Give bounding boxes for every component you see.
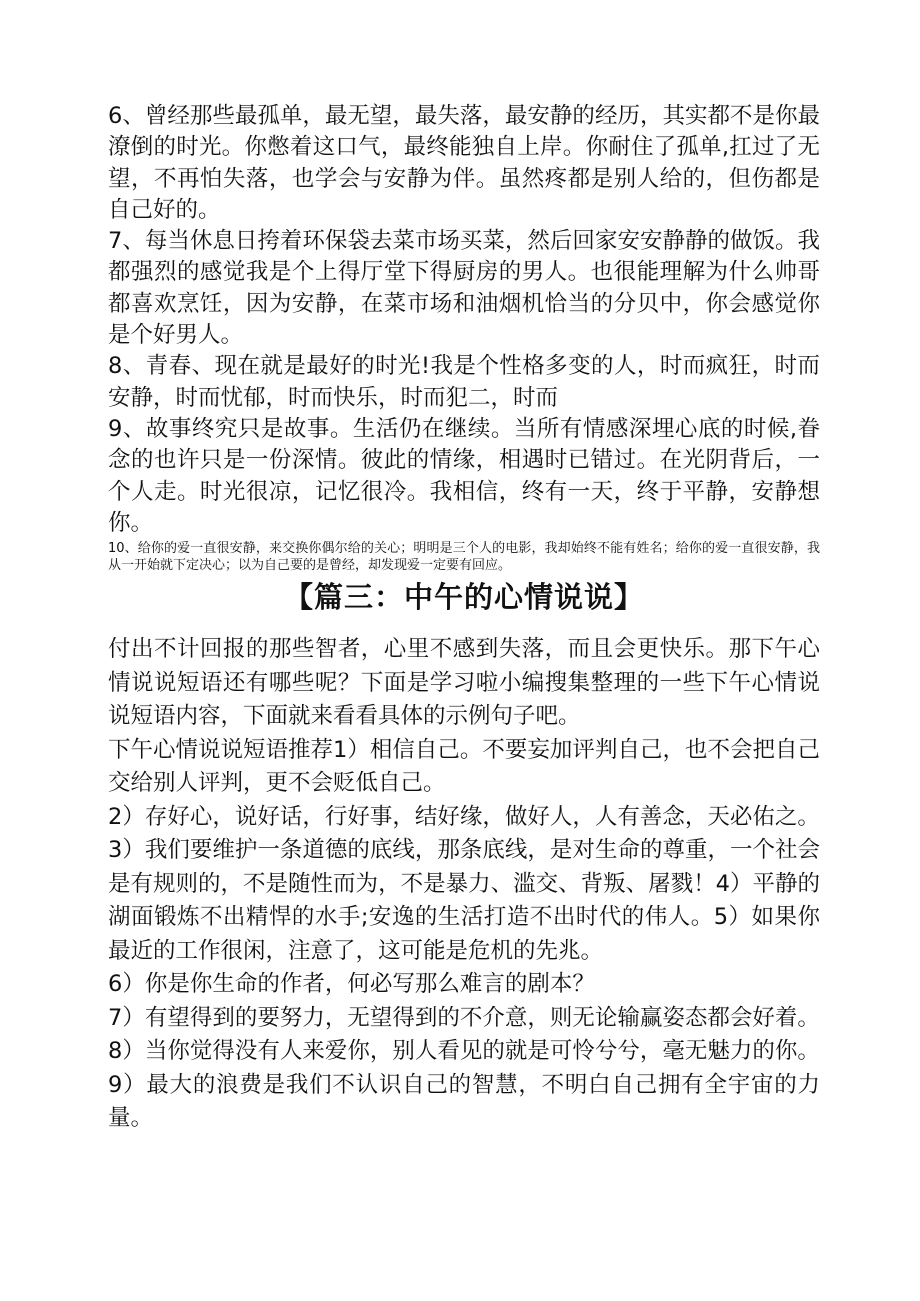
- quote-item-9: 9、故事终究只是故事。生活仍在继续。当所有情感深埋心底的时候,眷念的也许只是一份深情。彼此的情缘，相遇时已错过。在光阴背后，一个人走。时光很凉，记忆很冷。我相信，终有一天，终于平静，安静想你。: [108, 415, 820, 536]
- quote-item-6: 6、曾经那些最孤单，最无望，最失落，最安静的经历，其实都不是你最潦倒的时光。你憋着这口气，最终能独自上岸。你耐住了孤单,扛过了无望，不再怕失落，也学会与安静为伴。虽然疼都是别人给的，但伤都是自己好的。: [108, 103, 820, 223]
- quote-item-7b: 7）有望得到的要努力，无望得到的不介意，则无论输赢姿态都会好着。: [108, 1004, 820, 1031]
- intro-paragraph: 付出不计回报的那些智者，心里不感到失落，而且会更快乐。那下午心情说说短语还有哪些呢？下面是学习啦小编搜集整理的一些下午心情说说短语内容，下面就来看看具体的示例句子吧。: [108, 636, 820, 730]
- quote-list-part1: [108, 101, 820, 574]
- quote-list-part2: [108, 633, 820, 1136]
- document-page: [108, 101, 820, 1136]
- quote-item-8b: 8）当你觉得没有人来爱你，别人看见的就是可怜兮兮，毫无魅力的你。: [108, 1038, 820, 1065]
- section-title: 【篇三：中午的心情说说】: [283, 580, 644, 615]
- quote-item-1: 下午心情说说短语推荐1）相信自己。不要妄加评判自己，也不会把自己交给别人评判，更不会贬低自己。: [108, 736, 820, 797]
- quote-item-3-5: 3）我们要维护一条道德的底线，那条底线，是对生命的尊重，一个社会是有规则的，不是随性而为，不是暴力、滥交、背叛、屠戮！4）平静的湖面锻炼不出精悍的水手;安逸的生活打造不出时代的伟人。5）如果你最近的工作很闲，注意了，这可能是危机的先兆。: [108, 837, 820, 964]
- quote-item-7: 7、每当休息日挎着环保袋去菜市场买菜，然后回家安安静静的做饭。我都强烈的感觉我是个上得厅堂下得厨房的男人。也很能理解为什么帅哥都喜欢烹饪，因为安静，在菜市场和油烟机恰当的分贝中，你会感觉你是个好男人。: [108, 228, 820, 349]
- quote-item-9b: 9）最大的浪费是我们不认识自己的智慧，不明白自己拥有全宇宙的力量。: [108, 1071, 820, 1132]
- quote-item-2: 2）存好心，说好话，行好事，结好缘，做好人，人有善念，天必佑之。: [108, 803, 820, 830]
- quote-item-8: 8、青春、现在就是最好的时光!我是个性格多变的人，时而疯狂，时而安静，时而忧郁，时而快乐，时而犯二，时而: [108, 353, 820, 411]
- quote-item-6b: 6）你是你生命的作者，何必写那么难言的剧本？: [108, 971, 595, 998]
- quote-item-10: 10、给你的爱一直很安静，来交换你偶尔给的关心；明明是三个人的电影，我却始终不能有姓名；给你的爱一直很安静，我从一开始就下定决心；以为自己要的是曾经，却发现爱一定要有回应。: [108, 541, 820, 574]
